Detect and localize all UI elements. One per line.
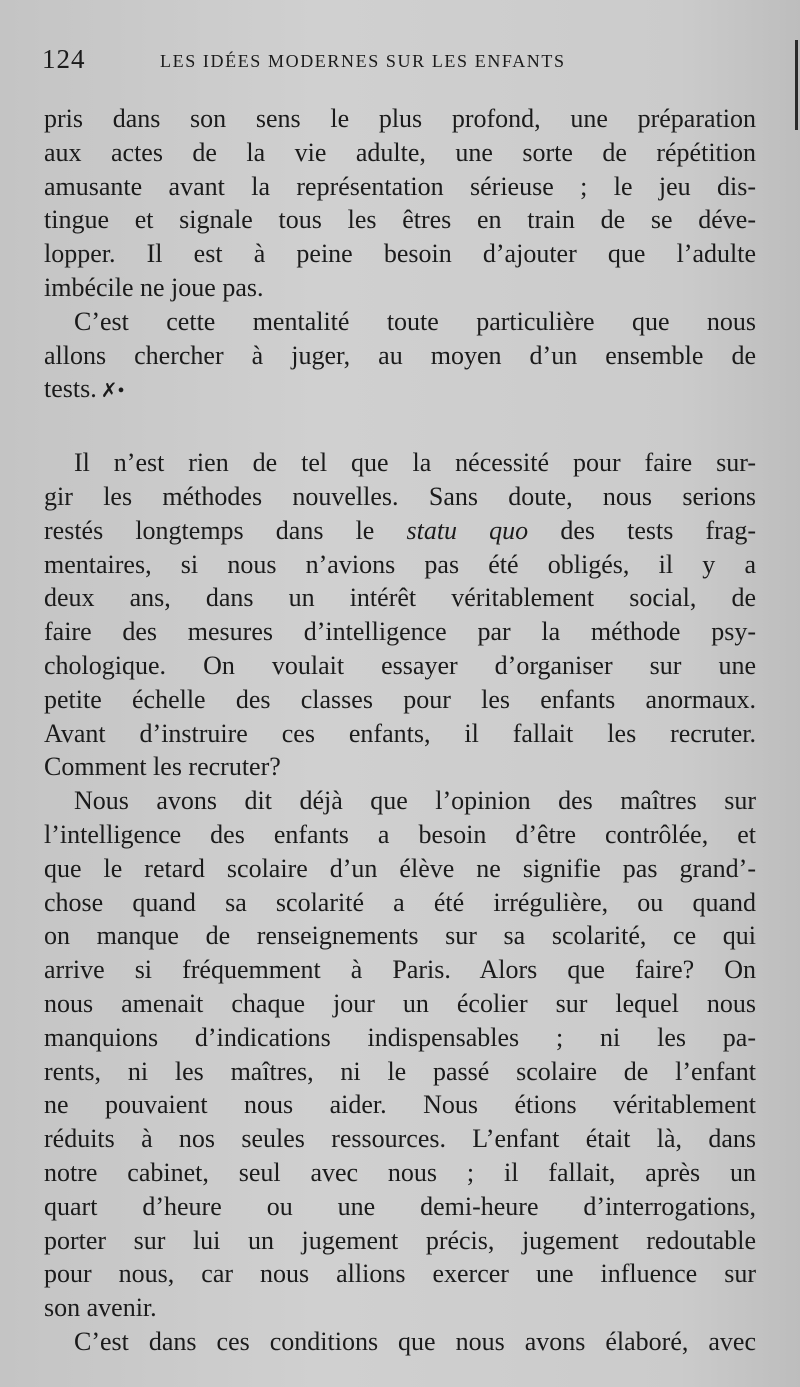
text-line: pour nous, car nous allions exercer une influence sur bbox=[44, 1259, 756, 1289]
text-line: tingue et signale tous les êtres en train de se déve- bbox=[44, 205, 756, 235]
text-line: l’intelligence des enfants a besoin d’être contrôlée, et bbox=[44, 819, 756, 849]
section-gap bbox=[44, 406, 756, 446]
text-line: quart d’heure ou une demi-heure d’interrogations, bbox=[44, 1191, 756, 1221]
text-line: notre cabinet, seul avec nous ; il fallait, après un bbox=[44, 1157, 756, 1187]
text-line: gir les méthodes nouvelles. Sans doute, nous serions bbox=[44, 481, 756, 511]
text-line: Nous avons dit déjà que l’opinion des maîtres sur bbox=[74, 786, 756, 816]
page-edge-mark bbox=[795, 40, 798, 130]
text-line: restés longtemps dans le statu quo des tests frag- bbox=[44, 515, 756, 545]
running-title: LES IDÉES MODERNES SUR LES ENFANTS bbox=[160, 51, 566, 71]
paragraph bbox=[44, 305, 756, 406]
text-line: mentaires, si nous n’avions pas été obligés, il y a bbox=[44, 549, 756, 579]
text-line: aux actes de la vie adulte, une sorte de répétition bbox=[44, 137, 756, 167]
text-line: Avant d’instruire ces enfants, il fallait les recruter. bbox=[44, 718, 756, 748]
paragraph bbox=[44, 1325, 756, 1359]
text-line: manquions d’indications indispensables ; ni les pa- bbox=[44, 1022, 756, 1052]
text-line: deux ans, dans un intérêt véritablement social, de bbox=[44, 583, 756, 613]
text-line: Comment les recruter? bbox=[44, 752, 281, 782]
text-line: réduits à nos seules ressources. L’enfant était là, dans bbox=[44, 1124, 756, 1154]
text-line: arrive si fréquemment à Paris. Alors que faire? On bbox=[44, 955, 756, 985]
text-line: nous amenait chaque jour un écolier sur lequel nous bbox=[44, 988, 756, 1018]
text-line bbox=[44, 372, 756, 406]
text-line: Il n’est rien de tel que la nécessité pour faire sur- bbox=[74, 448, 756, 478]
text-line: son avenir. bbox=[44, 1293, 157, 1323]
text-line: chose quand sa scolarité a été irrégulière, ou quand bbox=[44, 887, 756, 917]
text-line: allons chercher à juger, au moyen d’un ensemble de bbox=[44, 340, 756, 370]
text-line: petite échelle des classes pour les enfants anormaux. bbox=[44, 684, 756, 714]
text-line: porter sur lui un jugement précis, jugement redoutable bbox=[44, 1225, 756, 1255]
text-line: chologique. On voulait essayer d’organiser sur une bbox=[44, 650, 756, 680]
paragraph bbox=[44, 784, 756, 1325]
text-line: amusante avant la représentation sérieuse ; le jeu dis- bbox=[44, 171, 756, 201]
paragraph bbox=[44, 102, 756, 305]
handwritten-mark: ✗• bbox=[100, 380, 125, 403]
text-line: pris dans son sens le plus profond, une préparation bbox=[44, 104, 756, 133]
italic-phrase: statu quo bbox=[406, 515, 529, 545]
text-line: on manque de renseignements sur sa scolarité, ce qui bbox=[44, 921, 756, 951]
paragraph bbox=[44, 446, 756, 784]
text-line: que le retard scolaire d’un élève ne signifie pas grand’- bbox=[44, 853, 756, 883]
body-text bbox=[44, 102, 756, 1359]
page-header bbox=[40, 38, 760, 78]
text-line: C’est dans ces conditions que nous avons élaboré, avec bbox=[74, 1326, 756, 1356]
text-line: C’est cette mentalité toute particulière que nous bbox=[74, 306, 756, 336]
text-line: lopper. Il est à peine besoin d’ajouter que l’adulte bbox=[44, 239, 756, 269]
text-line: rents, ni les maîtres, ni le passé scolaire de l’enfant bbox=[44, 1056, 756, 1086]
page-number: 124 bbox=[42, 44, 86, 74]
text-line: imbécile ne joue pas. bbox=[44, 272, 264, 302]
text-line: faire des mesures d’intelligence par la méthode psy- bbox=[44, 617, 756, 647]
text-line-content: tests. bbox=[44, 374, 97, 404]
text-line: ne pouvaient nous aider. Nous étions véritablement bbox=[44, 1090, 756, 1120]
